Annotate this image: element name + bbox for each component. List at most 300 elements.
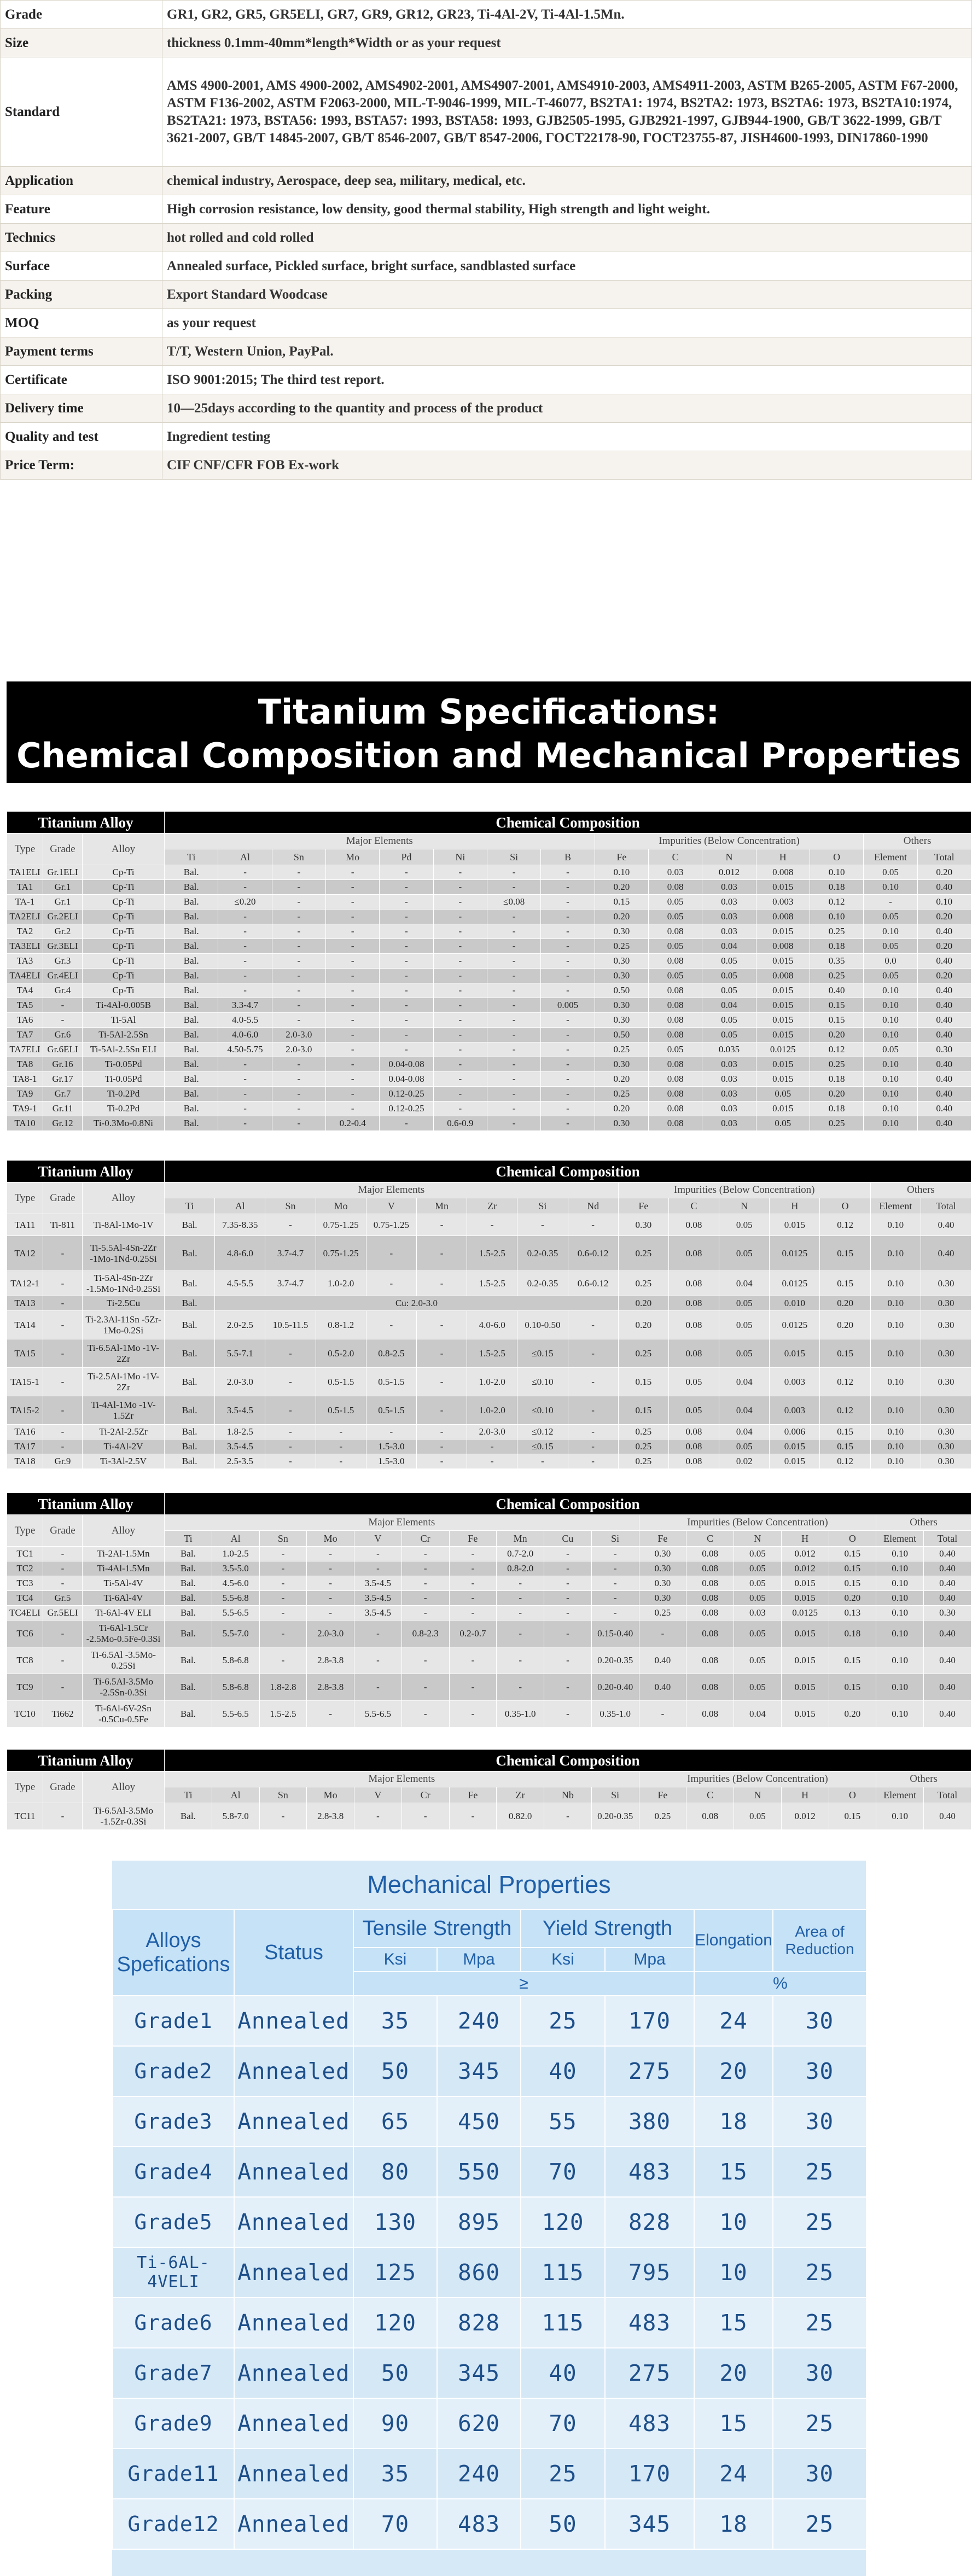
composition-cell: 5.5-6.5 xyxy=(212,1606,259,1621)
composition-cell: 0.10 xyxy=(870,1271,921,1296)
composition-cell: 0.40 xyxy=(921,1214,971,1236)
composition-cell: - xyxy=(541,1087,595,1101)
composition-cell: 0.40 xyxy=(924,1561,971,1576)
composition-cell: - xyxy=(544,1674,592,1701)
spec-row xyxy=(1,1,972,29)
mechanical-cell: 24 xyxy=(694,2449,773,2499)
composition-cell: 0.05 xyxy=(734,1803,782,1830)
composition-cell: 0.10 xyxy=(864,924,917,939)
composition-cell: 1.5-2.5 xyxy=(467,1236,517,1271)
composition-cell: 0.012 xyxy=(702,865,756,880)
composition-cell: - xyxy=(449,1576,497,1591)
composition-cell: Gr.1ELI xyxy=(43,865,83,880)
composition-row xyxy=(7,1674,971,1701)
composition-cell: 0.05 xyxy=(734,1591,782,1606)
composition-cell: Gr.9 xyxy=(43,1454,83,1469)
composition-cell: 0.18 xyxy=(829,1621,876,1647)
impurity-col-header: C xyxy=(686,1531,734,1547)
composition-cell: 0.8-2.5 xyxy=(366,1339,416,1368)
composition-cell: - xyxy=(497,1621,544,1647)
mechanical-cell: Annealed xyxy=(234,2147,353,2197)
composition-row xyxy=(7,1116,971,1131)
composition-cell: - xyxy=(416,1396,467,1425)
composition-cell: 0.20 xyxy=(595,1072,648,1087)
composition-cell: TC1 xyxy=(7,1547,43,1561)
composition-cell: 0.30 xyxy=(921,1339,971,1368)
composition-cell: 0.15-0.40 xyxy=(591,1621,639,1647)
composition-cell: 0.015 xyxy=(756,924,810,939)
composition-cell: 0.10 xyxy=(870,1339,921,1368)
composition-cell: 0.30 xyxy=(595,1057,648,1072)
composition-cell: - xyxy=(401,1547,449,1561)
composition-cell: 0.40 xyxy=(917,998,971,1013)
composition-cell: 0.04 xyxy=(734,1701,782,1728)
mechanical-cell: 30 xyxy=(773,2046,866,2096)
composition-cell: 1.5-3.0 xyxy=(366,1454,416,1469)
composition-cell: Ti-2.3Al-11Sn -5Zr-1Mo-0.2Si xyxy=(83,1311,165,1339)
composition-cell: 0.5-1.5 xyxy=(366,1396,416,1425)
composition-cell: - xyxy=(541,969,595,983)
mechanical-cell: 50 xyxy=(353,2046,437,2096)
composition-cell: 0.20-0.40 xyxy=(591,1674,639,1701)
composition-cell: 4.8-6.0 xyxy=(215,1236,265,1271)
element-col-header: Al xyxy=(212,1531,259,1547)
composition-cell: - xyxy=(568,1425,618,1439)
mechanical-cell: Annealed xyxy=(234,2247,353,2298)
spec-key: Certificate xyxy=(1,366,162,394)
composition-cell: 1.8-2.5 xyxy=(215,1425,265,1439)
composition-cell: - xyxy=(265,1454,316,1469)
header-major-elements: Major Elements xyxy=(165,1515,639,1531)
composition-cell: 0.003 xyxy=(756,895,810,910)
composition-cell: - xyxy=(541,939,595,954)
composition-cell: Bal. xyxy=(165,998,218,1013)
composition-cell: - xyxy=(307,1701,354,1728)
impurity-col-header: O xyxy=(820,1198,870,1214)
composition-cell: Ti-5Al xyxy=(83,1013,165,1028)
spec-key: Standard xyxy=(1,57,162,167)
composition-cell: 1.0-2.0 xyxy=(467,1368,517,1396)
composition-cell: 0.40 xyxy=(917,1116,971,1131)
composition-cell: 0.20 xyxy=(618,1296,668,1311)
impurity-col-header: N xyxy=(702,849,756,865)
composition-cell: - xyxy=(541,1116,595,1131)
composition-cell: 0.20 xyxy=(917,939,971,954)
composition-cell: 0.20 xyxy=(595,910,648,924)
spec-value: ISO 9001:2015; The third test report. xyxy=(162,366,972,394)
spec-table xyxy=(0,0,972,480)
element-col-header: Ti xyxy=(165,1198,215,1214)
composition-cell: Ti-4Al-0.005B xyxy=(83,998,165,1013)
composition-cell: 0.08 xyxy=(668,1236,719,1271)
composition-cell: - xyxy=(487,1028,541,1042)
element-col-header: Mo xyxy=(316,1198,366,1214)
composition-cell: - xyxy=(544,1803,592,1830)
mechanical-cell: 35 xyxy=(353,2449,437,2499)
composition-cell: TA-1 xyxy=(7,895,43,910)
spec-value: hot rolled and cold rolled xyxy=(162,224,972,252)
composition-cell: 0.05 xyxy=(702,954,756,969)
composition-cell: 0.012 xyxy=(781,1561,829,1576)
composition-cell: - xyxy=(517,1454,568,1469)
mechanical-cell: Grade7 xyxy=(113,2348,234,2398)
composition-cell: 0.08 xyxy=(686,1547,734,1561)
composition-cell: - xyxy=(380,969,433,983)
composition-cell: 0.15 xyxy=(618,1368,668,1396)
composition-cell: 0.40 xyxy=(917,983,971,998)
composition-cell: 0.10 xyxy=(870,1236,921,1271)
composition-cell: 0.30 xyxy=(921,1311,971,1339)
composition-cell: - xyxy=(380,865,433,880)
spec-key: Surface xyxy=(1,252,162,281)
composition-cell: Gr.3ELI xyxy=(43,939,83,954)
composition-cell: TA10 xyxy=(7,1116,43,1131)
composition-cell: - xyxy=(433,939,487,954)
composition-cell: - xyxy=(259,1803,307,1830)
composition-cell: - xyxy=(401,1701,449,1728)
element-col-header: Cr xyxy=(401,1531,449,1547)
mechanical-cell: 50 xyxy=(521,2499,605,2549)
composition-cell: TA8-1 xyxy=(7,1072,43,1087)
composition-cell: 0.035 xyxy=(702,1042,756,1057)
composition-cell: Ti-0.05Pd xyxy=(83,1057,165,1072)
composition-cell: - xyxy=(416,1214,467,1236)
mechanical-cell: Annealed xyxy=(234,2348,353,2398)
composition-cell: TA5 xyxy=(7,998,43,1013)
composition-cell: - xyxy=(449,1701,497,1728)
composition-cell: 0.05 xyxy=(648,910,702,924)
mechanical-cell: 10 xyxy=(694,2197,773,2247)
composition-cell: 0.08 xyxy=(668,1214,719,1236)
mechanical-cell: 895 xyxy=(437,2197,521,2247)
element-col-header: V xyxy=(366,1198,416,1214)
composition-cell: 0.08 xyxy=(648,998,702,1013)
composition-cell: - xyxy=(265,1439,316,1454)
table-left-title: Titanium Alloy xyxy=(7,812,165,834)
composition-cell: 0.015 xyxy=(781,1621,829,1647)
impurity-col-header: H xyxy=(781,1787,829,1803)
composition-cell: 0.08 xyxy=(668,1454,719,1469)
spec-value: GR1, GR2, GR5, GR5ELI, GR7, GR9, GR12, GR23, Ti-4Al-2V, Ti-4Al-1.5Mn. xyxy=(162,1,972,29)
spec-value: CIF CNF/CFR FOB Ex-work xyxy=(162,451,972,480)
composition-cell: 0.12-0.25 xyxy=(380,1087,433,1101)
element-col-header: Sn xyxy=(259,1531,307,1547)
composition-cell: 0.08 xyxy=(686,1606,734,1621)
mechanical-cell: 380 xyxy=(605,2096,694,2147)
mechanical-properties-title: Mechanical Properties xyxy=(367,1870,611,1898)
composition-cell: 0.30 xyxy=(921,1296,971,1311)
element-col-header: Fe xyxy=(449,1787,497,1803)
element-col-header: Ni xyxy=(433,849,487,865)
composition-cell: 0.10 xyxy=(870,1396,921,1425)
composition-cell: - xyxy=(366,1311,416,1339)
composition-cell: 0.40 xyxy=(924,1647,971,1674)
composition-cell: 0.30 xyxy=(595,1116,648,1131)
composition-cell: 0.40 xyxy=(924,1576,971,1591)
mechanical-cell: 10 xyxy=(694,2247,773,2298)
composition-cell: 0.40 xyxy=(810,983,863,998)
composition-cell: Ti-5Al-2.5Sn ELI xyxy=(83,1042,165,1057)
spec-value: High corrosion resistance, low density, good thermal stability, High strength and light weight. xyxy=(162,195,972,224)
composition-cell: 0.015 xyxy=(770,1339,820,1368)
mechanical-cell: 240 xyxy=(437,2449,521,2499)
composition-row xyxy=(7,1236,971,1271)
composition-cell: 0.40 xyxy=(924,1803,971,1830)
spec-row xyxy=(1,451,972,480)
composition-row xyxy=(7,1214,971,1236)
composition-cell: - xyxy=(541,1028,595,1042)
composition-cell: - xyxy=(380,1013,433,1028)
mechanical-cell: 130 xyxy=(353,2197,437,2247)
composition-cell: Bal. xyxy=(165,1087,218,1101)
composition-cell: - xyxy=(487,1087,541,1101)
composition-cell: - xyxy=(43,1803,83,1830)
mechanical-cell: 345 xyxy=(437,2046,521,2096)
composition-cell: 2.0-3.0 xyxy=(272,1042,325,1057)
mechanical-cell: 30 xyxy=(773,2096,866,2147)
composition-row xyxy=(7,1701,971,1728)
header-yield-mpa: Mpa xyxy=(605,1948,694,1972)
mechanical-cell: Grade11 xyxy=(113,2449,234,2499)
composition-cell: 2.0-3.0 xyxy=(272,1028,325,1042)
composition-row xyxy=(7,1396,971,1425)
composition-cell: - xyxy=(43,1425,83,1439)
spec-key: Application xyxy=(1,167,162,195)
composition-cell: Bal. xyxy=(165,954,218,969)
composition-cell: 0.12 xyxy=(820,1454,870,1469)
element-col-header: Ti xyxy=(165,849,218,865)
composition-cell-cu: Cu: 2.0-3.0 xyxy=(215,1296,619,1311)
mechanical-cell: 275 xyxy=(605,2348,694,2398)
composition-cell: - xyxy=(272,998,325,1013)
mechanical-row xyxy=(113,2147,866,2197)
composition-cell: 4.0-6.0 xyxy=(218,1028,272,1042)
table-right-title: Chemical Composition xyxy=(165,1161,971,1182)
composition-cell: 0.10 xyxy=(876,1606,924,1621)
spec-value: 10—25days according to the quantity and process of the product xyxy=(162,394,972,423)
composition-cell: 0.25 xyxy=(595,939,648,954)
mechanical-cell: 15 xyxy=(694,2398,773,2449)
composition-cell: TA15-2 xyxy=(7,1396,43,1425)
composition-cell: Ti-4Al-1Mo -1V-1.5Zr xyxy=(83,1396,165,1425)
others-col-header: Element xyxy=(876,1531,924,1547)
composition-cell: 0.05 xyxy=(734,1674,782,1701)
composition-cell: 0.35 xyxy=(810,954,863,969)
composition-cell: 0.50 xyxy=(595,1028,648,1042)
composition-cell: - xyxy=(433,1087,487,1101)
composition-cell: 0.03 xyxy=(734,1606,782,1621)
header-alloy: Alloy xyxy=(83,1182,165,1214)
composition-cell: 0.30 xyxy=(639,1576,686,1591)
composition-cell: 0.05 xyxy=(734,1647,782,1674)
composition-cell: TA4ELI xyxy=(7,969,43,983)
composition-cell: - xyxy=(326,969,380,983)
composition-cell: 1.8-2.8 xyxy=(259,1674,307,1701)
composition-cell: ≤0.08 xyxy=(487,895,541,910)
element-col-header: Cu xyxy=(544,1531,592,1547)
composition-cell: Bal. xyxy=(165,865,218,880)
composition-cell: - xyxy=(449,1674,497,1701)
composition-cell: Gr.4 xyxy=(43,983,83,998)
chem-table-tc11 xyxy=(7,1749,971,1830)
composition-cell: Ti-2.5Al-1Mo -1V-2Zr xyxy=(83,1368,165,1396)
composition-cell: 0.05 xyxy=(864,910,917,924)
composition-cell: - xyxy=(591,1576,639,1591)
impurity-col-header: Fe xyxy=(618,1198,668,1214)
composition-cell: - xyxy=(272,1101,325,1116)
composition-cell: - xyxy=(316,1439,366,1454)
composition-cell: - xyxy=(517,1214,568,1236)
composition-cell: 0.10 xyxy=(864,983,917,998)
composition-cell: Cp-Ti xyxy=(83,924,165,939)
composition-cell: 0.05 xyxy=(719,1214,770,1236)
mechanical-cell: 15 xyxy=(694,2298,773,2348)
header-others: Others xyxy=(864,834,971,849)
composition-row xyxy=(7,1087,971,1101)
mechanical-row xyxy=(113,2046,866,2096)
spec-row xyxy=(1,29,972,57)
mechanical-cell: 65 xyxy=(353,2096,437,2147)
spec-key: Packing xyxy=(1,281,162,309)
mechanical-cell: Annealed xyxy=(234,2197,353,2247)
composition-cell: 0.08 xyxy=(648,954,702,969)
composition-cell: - xyxy=(326,865,380,880)
composition-row xyxy=(7,1368,971,1396)
composition-cell: 0.10 xyxy=(810,910,863,924)
composition-cell: 0.30 xyxy=(921,1396,971,1425)
spec-key: Quality and test xyxy=(1,423,162,451)
composition-cell: 0.08 xyxy=(686,1621,734,1647)
composition-cell: 0.35-1.0 xyxy=(591,1701,639,1728)
composition-cell: - xyxy=(416,1439,467,1454)
spec-key: Price Term: xyxy=(1,451,162,480)
composition-cell: 5.8-6.8 xyxy=(212,1647,259,1674)
composition-cell: Ti-0.05Pd xyxy=(83,1072,165,1087)
composition-cell: 1.0-2.5 xyxy=(212,1547,259,1561)
mechanical-cell: 25 xyxy=(773,2147,866,2197)
composition-cell: 0.05 xyxy=(702,983,756,998)
others-col-header: Element xyxy=(870,1198,921,1214)
composition-cell: 0.12 xyxy=(820,1214,870,1236)
composition-cell: 0.08 xyxy=(648,1013,702,1028)
section-banner xyxy=(7,681,971,783)
composition-cell: 0.25 xyxy=(639,1606,686,1621)
element-col-header: Ti xyxy=(165,1787,212,1803)
composition-cell: 4.0-5.5 xyxy=(218,1013,272,1028)
composition-cell: - xyxy=(43,1439,83,1454)
header-yield: Yield Strength xyxy=(521,1909,694,1948)
composition-cell: 0.015 xyxy=(781,1576,829,1591)
composition-cell: 0.08 xyxy=(686,1701,734,1728)
composition-cell: - xyxy=(43,1296,83,1311)
header-alloy: Alloy xyxy=(83,1515,165,1547)
composition-cell: 3.5-4.5 xyxy=(215,1439,265,1454)
composition-cell: 0.08 xyxy=(648,1028,702,1042)
element-col-header: Zr xyxy=(467,1198,517,1214)
composition-cell: - xyxy=(43,1013,83,1028)
composition-cell: - xyxy=(433,895,487,910)
composition-cell: 0.40 xyxy=(917,880,971,895)
composition-cell: 5.8-7.0 xyxy=(212,1803,259,1830)
composition-cell: - xyxy=(497,1674,544,1701)
composition-cell: - xyxy=(591,1561,639,1576)
composition-cell: - xyxy=(416,1236,467,1271)
impurity-col-header: Fe xyxy=(595,849,648,865)
composition-cell: - xyxy=(487,880,541,895)
composition-cell: 0.05 xyxy=(719,1339,770,1368)
composition-cell: - xyxy=(401,1591,449,1606)
header-elongation: Elongation xyxy=(694,1909,773,1972)
composition-cell: - xyxy=(218,865,272,880)
composition-cell: 0.75-1.25 xyxy=(316,1214,366,1236)
mechanical-cell: 30 xyxy=(773,2449,866,2499)
composition-row xyxy=(7,1561,971,1576)
composition-cell: 0.10 xyxy=(864,1013,917,1028)
impurity-col-header: O xyxy=(829,1787,876,1803)
mechanical-cell: Grade4 xyxy=(113,2147,234,2197)
composition-cell: ≤0.10 xyxy=(517,1368,568,1396)
others-col-header: Total xyxy=(924,1531,971,1547)
mechanical-cell: 90 xyxy=(353,2398,437,2449)
element-col-header: Si xyxy=(591,1531,639,1547)
mechanical-cell: 80 xyxy=(353,2147,437,2197)
mechanical-row xyxy=(113,2247,866,2298)
composition-cell: 0.10 xyxy=(870,1311,921,1339)
table-right-title: Chemical Composition xyxy=(165,812,971,834)
others-col-header: Total xyxy=(924,1787,971,1803)
composition-cell: 0.40 xyxy=(917,1072,971,1087)
composition-cell: - xyxy=(218,983,272,998)
composition-cell: Ti-3Al-2.5V xyxy=(83,1454,165,1469)
composition-cell: - xyxy=(487,1116,541,1131)
composition-cell: - xyxy=(326,1072,380,1087)
composition-cell: 2.0-2.5 xyxy=(215,1311,265,1339)
composition-cell: 0.10 xyxy=(595,865,648,880)
header-yield-ksi: Ksi xyxy=(521,1948,605,1972)
composition-cell: Bal. xyxy=(165,1803,212,1830)
composition-cell: 0.008 xyxy=(756,969,810,983)
others-col-header: Total xyxy=(921,1198,971,1214)
header-tensile: Tensile Strength xyxy=(353,1909,521,1948)
composition-cell: 0.05 xyxy=(668,1368,719,1396)
spec-row xyxy=(1,366,972,394)
composition-cell: 0.02 xyxy=(719,1454,770,1469)
composition-cell: - xyxy=(568,1368,618,1396)
mechanical-cell: 40 xyxy=(521,2046,605,2096)
composition-cell: TA3 xyxy=(7,954,43,969)
mechanical-row xyxy=(113,2449,866,2499)
composition-cell: Ti-0.2Pd xyxy=(83,1087,165,1101)
banner-title-line1: Titanium Specifications: xyxy=(258,692,720,732)
mechanical-cell: 550 xyxy=(437,2147,521,2197)
composition-cell: Ti-0.2Pd xyxy=(83,1101,165,1116)
element-col-header: Sn xyxy=(259,1787,307,1803)
header-impurities: Impurities (Below Concentration) xyxy=(639,1771,876,1787)
composition-cell: 1.0-2.0 xyxy=(467,1396,517,1425)
composition-cell: TA8 xyxy=(7,1057,43,1072)
composition-cell: - xyxy=(416,1339,467,1368)
composition-cell: - xyxy=(265,1214,316,1236)
composition-cell: - xyxy=(316,1425,366,1439)
spec-value: Ingredient testing xyxy=(162,423,972,451)
composition-cell: - xyxy=(433,1101,487,1116)
composition-cell: - xyxy=(433,998,487,1013)
composition-cell: 0.08 xyxy=(686,1561,734,1576)
composition-cell: 0.05 xyxy=(668,1396,719,1425)
composition-cell: - xyxy=(380,954,433,969)
composition-cell: - xyxy=(272,1057,325,1072)
composition-cell: 0.05 xyxy=(719,1311,770,1339)
